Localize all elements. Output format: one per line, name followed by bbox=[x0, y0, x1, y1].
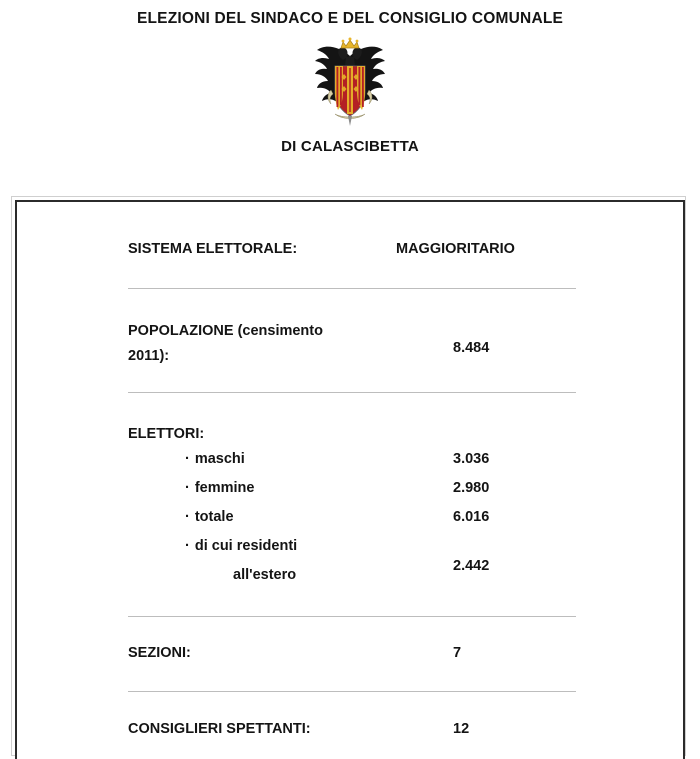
spacer-2 bbox=[128, 289, 576, 319]
list-item-residenti-estero bbox=[128, 532, 576, 590]
spacer-8 bbox=[128, 692, 576, 718]
info-card bbox=[11, 196, 686, 756]
spacer-4 bbox=[128, 393, 576, 423]
spacer-1 bbox=[128, 260, 576, 288]
bullet-dot-icon: · bbox=[185, 451, 190, 467]
elettori-sublist bbox=[128, 445, 576, 590]
list-item-femmine bbox=[128, 474, 576, 503]
sub-label-residenti-estero-text: di cui residenti bbox=[194, 538, 298, 554]
sub-label-maschi bbox=[128, 445, 396, 474]
sub-label-residenti-estero-wrap: all'estero bbox=[233, 567, 297, 583]
sub-label-femmine-text: femmine bbox=[194, 480, 255, 496]
row-label-popolazione bbox=[128, 319, 396, 369]
bullet-dot-icon: · bbox=[185, 509, 190, 525]
row-value-popolazione: 8.484 bbox=[453, 339, 490, 356]
table-row-sistema-elettorale bbox=[128, 238, 576, 260]
row-label-sistema-elettorale: SISTEMA ELETTORALE: bbox=[128, 241, 298, 257]
spacer-6 bbox=[128, 617, 576, 642]
sub-value-residenti-estero: 2.442 bbox=[453, 558, 490, 574]
sub-label-residenti-estero bbox=[128, 532, 396, 590]
sub-label-maschi-text: maschi bbox=[194, 451, 245, 467]
row-label-popolazione-line2: 2011): bbox=[128, 348, 170, 364]
page-subtitle: DI CALASCIBETTA bbox=[281, 138, 419, 155]
row-value-sistema-elettorale: MAGGIORITARIO bbox=[396, 241, 515, 257]
list-item-maschi bbox=[128, 445, 576, 474]
coat-of-arms-icon bbox=[305, 34, 395, 126]
spacer-5 bbox=[128, 590, 576, 616]
table-row-consiglieri-spettanti bbox=[128, 718, 576, 740]
emblem-container bbox=[0, 34, 700, 126]
table-row-sezioni bbox=[128, 642, 576, 664]
row-value-consiglieri-spettanti: 12 bbox=[453, 721, 470, 737]
row-label-consiglieri-spettanti: CONSIGLIERI SPETTANTI: bbox=[128, 721, 311, 737]
table-row-elettori bbox=[128, 423, 576, 445]
row-label-elettori: ELETTORI: bbox=[128, 426, 205, 442]
sub-value-femmine: 2.980 bbox=[453, 480, 490, 496]
list-item-totale bbox=[128, 503, 576, 532]
bullet-dot-icon: · bbox=[185, 538, 190, 554]
page-title: ELEZIONI DEL SINDACO E DEL CONSIGLIO COMUNALE bbox=[136, 10, 564, 27]
row-value-sezioni: 7 bbox=[453, 645, 462, 661]
sub-label-femmine bbox=[128, 474, 396, 503]
spacer-3 bbox=[128, 369, 576, 392]
sub-label-totale-text: totale bbox=[194, 509, 234, 525]
info-card-inner-frame bbox=[15, 200, 685, 759]
sub-label-totale bbox=[128, 503, 396, 532]
sub-value-maschi: 3.036 bbox=[453, 451, 490, 467]
election-info-table bbox=[128, 238, 576, 740]
document-header bbox=[0, 0, 700, 157]
bullet-dot-icon: · bbox=[185, 480, 190, 496]
table-row-popolazione bbox=[128, 319, 576, 369]
row-label-popolazione-line1: POPOLAZIONE (censimento bbox=[128, 323, 323, 339]
sub-value-totale: 6.016 bbox=[453, 509, 490, 525]
spacer-7 bbox=[128, 664, 576, 691]
row-label-sezioni: SEZIONI: bbox=[128, 645, 191, 661]
